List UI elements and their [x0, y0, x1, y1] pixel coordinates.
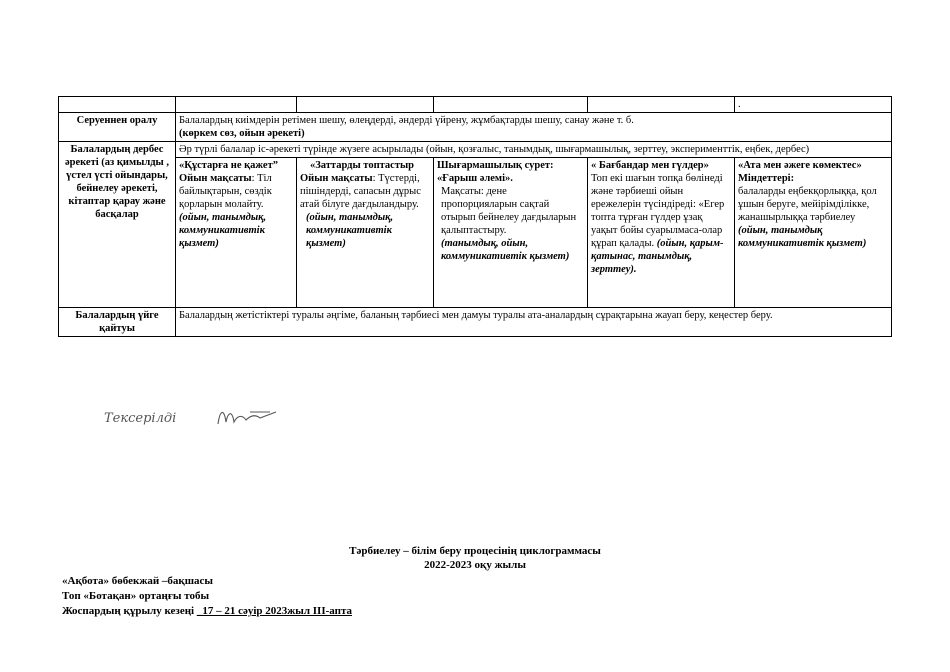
row-content	[176, 113, 892, 142]
game-activity: (ойын, танымдық, коммуникативтік қызмет)	[306, 212, 394, 249]
row-label: Серуеннен оралу	[59, 113, 176, 142]
game-title: «Ата мен әжеге көмектес» Міндеттері:	[738, 160, 862, 184]
table-row	[59, 142, 892, 158]
row-label: Балалардың үйге қайтуы	[59, 308, 176, 337]
game-title: «Құстарға не қажет”	[179, 160, 278, 171]
document-title: Тәрбиелеу – білім беру процесінің циклограммасы	[349, 545, 601, 557]
game-goal-text: Топ екі шағын топқа бөлінеді және тәрбиеші ойын ережелерін түсіндіреді: «Егер топта тұрған гүлдер ұзақ уақыт бойы суарылмаса-олар құрап қалады.	[591, 173, 725, 249]
game-cell	[735, 158, 892, 308]
kindergarten-name: «Ақбота» бөбекжай –бақшасы	[62, 575, 214, 587]
row-label: Балалардың дербес әрекеті (аз қимылды , үстел үсті ойындары, бейнелеу әрекеті, кітаптар қарау және басқалар	[59, 142, 176, 308]
handwritten-signature	[100, 400, 290, 436]
signature-text: Тексерілді	[104, 411, 177, 426]
game-title: «Заттарды топтастыр	[310, 160, 415, 171]
game-cell	[297, 158, 434, 308]
table-row	[59, 158, 892, 308]
game-cell	[176, 158, 297, 308]
game-title: Шығармашылық сурет: «Ғарыш әлемі».	[437, 160, 554, 184]
game-goal-label: Ойын мақсаты	[179, 173, 252, 184]
table-row	[59, 113, 892, 142]
game-goal-text: : Тіл байлықтарын, сөздік қорларын молайту.	[179, 173, 272, 210]
table-row	[59, 97, 892, 113]
game-activity: (ойын, танымдық коммуникативтік қызмет)	[738, 225, 867, 249]
game-activity: (ойын, қарым-қатынас, танымдық, зерттеу).	[591, 238, 724, 275]
schedule-table	[58, 96, 892, 337]
game-activity: (танымдық, ойын, коммуникативтік қызмет)	[441, 238, 570, 262]
signature-scribble	[218, 412, 276, 424]
going-home-text: Балалардың жетістіктері туралы әңгіме, баланың тәрбиесі мен дамуы туралы ата-аналардың сұрақтарына жауап беру, кеңестер беру.	[176, 308, 892, 337]
group-name: Топ «Ботақан» ортаңғы тобы	[62, 590, 210, 602]
walk-return-activity: (көркем сөз, ойын әрекеті)	[179, 128, 305, 139]
game-goal-text: : Түстерді, пішіндерді, сапасын дұрыс атай білуге дағдыландыру.	[300, 173, 421, 210]
walk-return-text: Балалардың киімдерін ретімен шешу, өлеңдерді, әндерді үйрену, жұмбақтарды шешу, санау және т. б.	[179, 115, 634, 126]
table-row	[59, 308, 892, 337]
row-marker: .	[738, 99, 741, 110]
game-cell	[434, 158, 588, 308]
game-goal-text: балаларды еңбекқорлыққа, қол ұшын беруге, мейірімділікке, жанашырлыққа тәрбиелеу	[738, 186, 877, 223]
independent-intro: Әр түрлі балалар іс-әрекеті түрінде жүзеге асырылады (ойын, қозғалыс, танымдық, шығармашылық, зерттеу, эксперименттік, еңбек, дербес)	[176, 142, 892, 158]
plan-period-value: _17 – 21 сәуір 2023жыл III-апта	[196, 605, 353, 617]
plan-period-label: Жоспардың құрылу кезеңі	[62, 605, 195, 617]
game-goal-text: Мақсаты: дене пропорцияларын сақтай отырып бейнелеу дағдыларын қалыптастыру.	[441, 186, 577, 236]
game-goal-label: Ойын мақсаты	[300, 173, 373, 184]
game-activity: (ойын, танымдық, коммуникативтік қызмет)	[179, 212, 267, 249]
game-cell	[588, 158, 735, 308]
game-title: « Бағбандар мен гүлдер»	[591, 160, 709, 171]
plan-period	[62, 605, 352, 617]
academic-year: 2022-2023 оқу жылы	[424, 559, 526, 571]
